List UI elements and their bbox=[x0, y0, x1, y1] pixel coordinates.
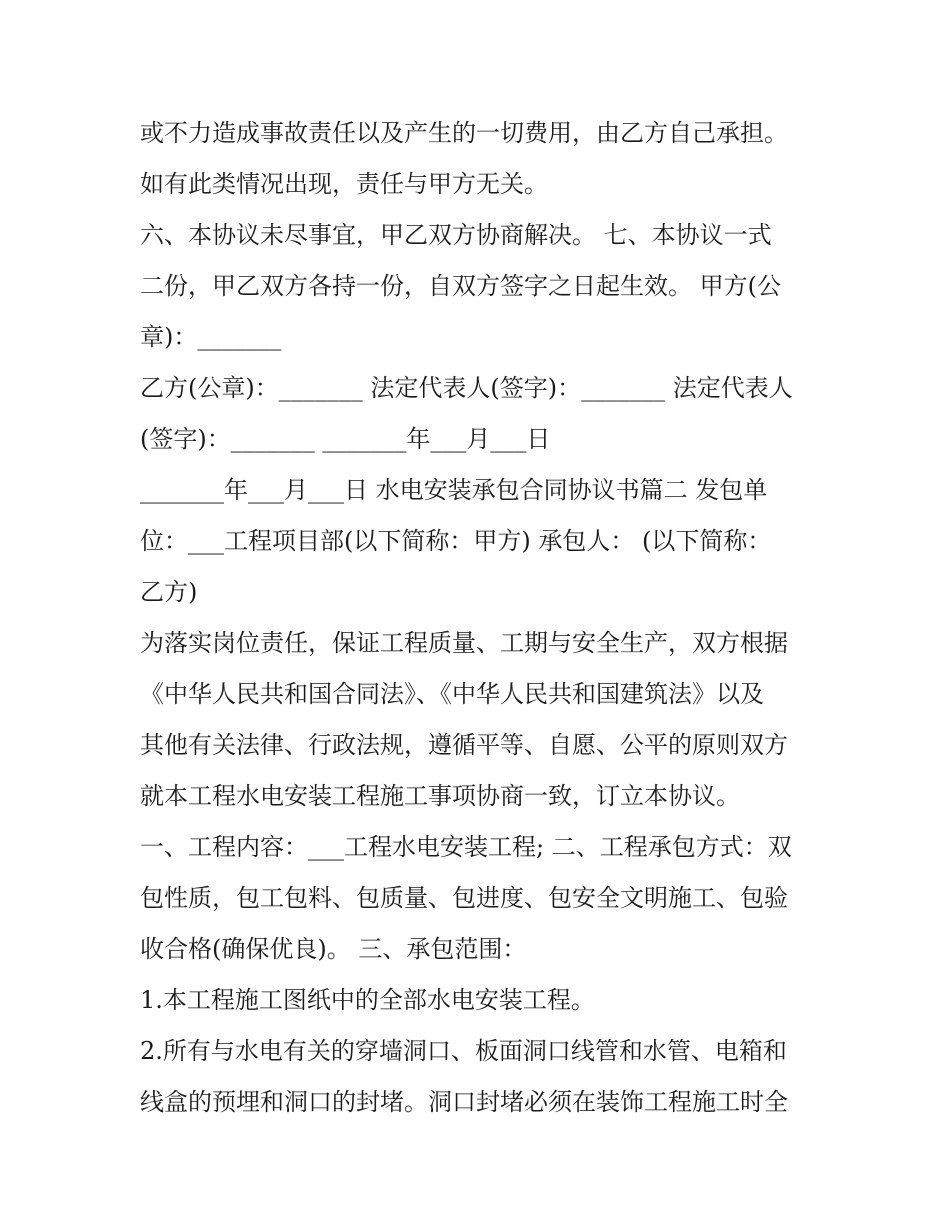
text-line: 包性质，包工包料、包质量、包进度、包安全文明施工、包验 bbox=[140, 884, 788, 912]
text-line: 乙方) bbox=[140, 578, 198, 606]
text-line: 如有此类情况出现，责任与甲方无关。 bbox=[140, 170, 548, 198]
text-line: 位：___工程项目部(以下简称：甲方) 承包人： (以下简称： bbox=[140, 527, 772, 555]
text-line: 收合格(确保优良)。 三、承包范围： bbox=[140, 935, 527, 963]
text-line: 或不力造成事故责任以及产生的一切费用，由乙方自己承担。 bbox=[140, 119, 788, 147]
text-line: 二份，甲乙双方各持一份，自双方签字之日起生效。 甲方(公 bbox=[140, 272, 781, 300]
text-line: 《中华人民共和国合同法》、《中华人民共和国建筑法》以及 bbox=[140, 680, 764, 708]
text-line: 线盒的预埋和洞口的封堵。洞口封堵必须在装饰工程施工时全 bbox=[140, 1088, 788, 1116]
text-line: _______年___月___日 水电安装承包合同协议书篇二 发包单 bbox=[140, 476, 768, 504]
text-line: 就本工程水电安装工程施工事项协商一致，订立本协议。 bbox=[140, 782, 740, 810]
text-line: 章)：_______ bbox=[140, 323, 282, 351]
text-line: 六、本协议未尽事宜，甲乙双方协商解决。 七、本协议一式 bbox=[140, 221, 772, 249]
text-line: (签字)：_______ _______年___月___日 bbox=[140, 425, 551, 453]
text-line: 2.所有与水电有关的穿墙洞口、板面洞口线管和水管、电箱和 bbox=[140, 1037, 787, 1065]
text-line: 为落实岗位责任，保证工程质量、工期与安全生产，双方根据 bbox=[140, 629, 788, 657]
contract-text bbox=[140, 108, 820, 1128]
text-line: 1.本工程施工图纸中的全部水电安装工程。 bbox=[140, 986, 595, 1014]
text-line: 其他有关法律、行政法规，遵循平等、自愿、公平的原则双方 bbox=[140, 731, 788, 759]
text-line: 乙方(公章)：_______ 法定代表人(签字)：_______ 法定代表人 bbox=[140, 374, 793, 402]
text-line: 一、工程内容：___工程水电安装工程; 二、工程承包方式：双 bbox=[140, 833, 792, 861]
